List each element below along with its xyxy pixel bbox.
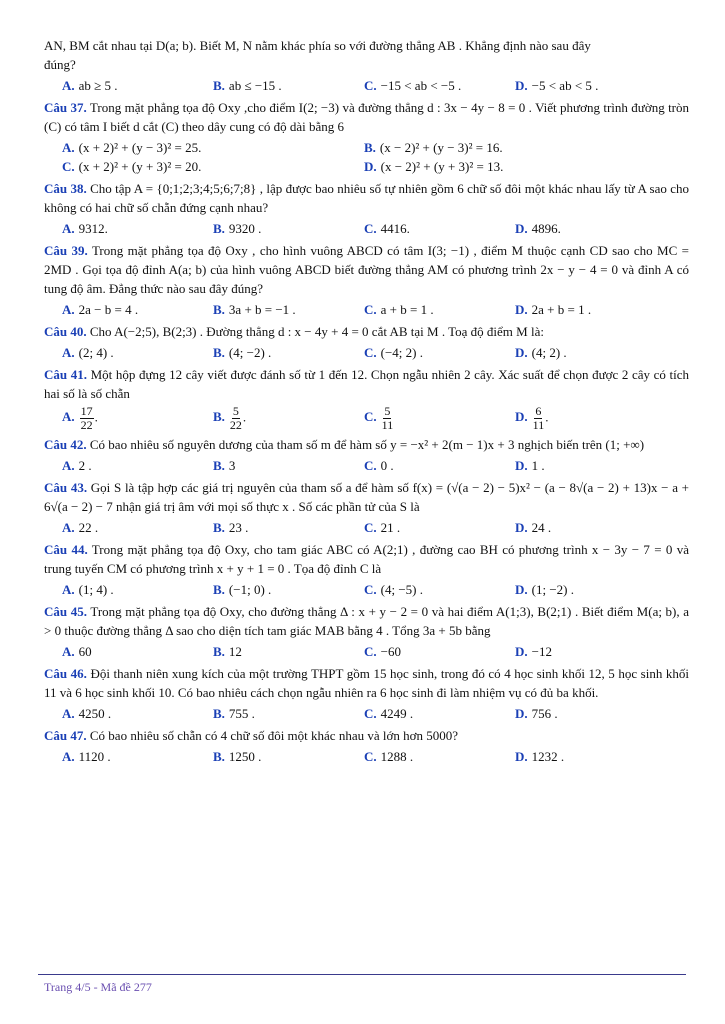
option-b[interactable]: B. 3	[213, 458, 236, 473]
exam-page	[44, 36, 689, 769]
question-41	[44, 365, 689, 403]
question-42	[44, 435, 689, 454]
option-c[interactable]: C. (−4; 2) .	[364, 345, 423, 360]
option-c[interactable]: C. (x + 2)² + (y + 3)² = 20.	[62, 159, 202, 174]
option-a[interactable]: A. 4250 .	[62, 706, 112, 721]
question-number: Câu 38.	[44, 181, 87, 196]
question-number: Câu 46.	[44, 666, 87, 681]
option-a[interactable]: A. (2; 4) .	[62, 345, 114, 360]
option-b[interactable]: B. (−1; 0) .	[213, 582, 272, 597]
question-number: Câu 37.	[44, 100, 87, 115]
question-37	[44, 98, 689, 136]
page-footer: Trang 4/5 - Mã đề 277	[44, 980, 152, 994]
fraction: $\frac{5}{11}$	[381, 404, 394, 432]
option-d[interactable]: D. 4896.	[515, 221, 561, 236]
option-c[interactable]: C. 1288 .	[364, 749, 414, 764]
option-a[interactable]: A. 2 .	[62, 458, 92, 473]
footer-divider	[38, 974, 686, 975]
question-40-options	[62, 343, 689, 362]
option-c[interactable]: C. 4249 .	[364, 706, 414, 721]
question-text: Trong mặt phẳng tọa độ Oxy, cho tam giác ABC có A(2;1) , đường cao BH có phương trình x − 3y − 7 = 0 và trung tuyến CM có phương trình x + y + 1 = 0 . Tọa độ đỉnh C là	[44, 542, 689, 576]
option-b[interactable]: B. 23 .	[213, 520, 249, 535]
question-number: Câu 45.	[44, 604, 87, 619]
question-number: Câu 40.	[44, 324, 87, 339]
option-b[interactable]: B. 9320 .	[213, 221, 262, 236]
option-b[interactable]: B. $\frac{5}{22}$ .	[213, 404, 247, 432]
option-d[interactable]: D. 24 .	[515, 520, 552, 535]
question-number: Câu 42.	[44, 437, 87, 452]
option-a[interactable]: A. 9312.	[62, 221, 108, 236]
option-b[interactable]: B. 755 .	[213, 706, 255, 721]
question-46-options	[62, 704, 689, 723]
option-c[interactable]: C. 0 .	[364, 458, 394, 473]
question-38-options	[62, 219, 689, 238]
option-a[interactable]: A. (x + 2)² + (y − 3)² = 25.	[62, 140, 202, 155]
option-d[interactable]: D. (x − 2)² + (y + 3)² = 13.	[364, 159, 504, 174]
option-d[interactable]: D. −12	[515, 644, 552, 659]
option-d[interactable]: D. 2a + b = 1 .	[515, 302, 592, 317]
option-a[interactable]: A. ab ≥ 5 .	[62, 78, 118, 93]
question-number: Câu 47.	[44, 728, 87, 743]
option-d[interactable]: D. (4; 2) .	[515, 345, 567, 360]
option-b[interactable]: B. (x − 2)² + (y − 3)² = 16.	[364, 140, 503, 155]
option-a[interactable]: A. 22 .	[62, 520, 99, 535]
question-47-options	[62, 747, 689, 766]
intro-line-1: AN, BM cắt nhau tại D(a; b). Biết M, N nằm khác phía so với đường thẳng AB . Khẳng định nào sau đây	[44, 38, 591, 53]
option-d[interactable]: D. 756 .	[515, 706, 558, 721]
question-text: Trong mặt phẳng tọa độ Oxy, cho đường thẳng Δ : x + y − 2 = 0 và hai điểm A(1;3), B(2;1) . Biết điểm M(a; b), a > 0 thuộc đường thẳng Δ sao cho diện tích tam giác MAB bằng 4 . Tổng 3a + 5b bằng	[44, 604, 689, 638]
option-d[interactable]: D. −5 < ab < 5 .	[515, 78, 599, 93]
option-d[interactable]: D. (1; −2) .	[515, 582, 574, 597]
question-45-options	[62, 642, 689, 661]
option-a[interactable]: A. (1; 4) .	[62, 582, 114, 597]
option-b[interactable]: B. ab ≤ −15 .	[213, 78, 282, 93]
question-39	[44, 241, 689, 298]
option-a[interactable]: A. 1120 .	[62, 749, 111, 764]
question-44-options	[62, 580, 689, 599]
option-c[interactable]: C. −15 < ab < −5 .	[364, 78, 462, 93]
question-text: Cho A(−2;5), B(2;3) . Đường thẳng d : x − 4y + 4 = 0 cắt AB tại M . Toạ độ điểm M là:	[89, 324, 544, 339]
option-b[interactable]: B. 3a + b = −1 .	[213, 302, 296, 317]
question-46	[44, 664, 689, 702]
question-40	[44, 322, 689, 341]
question-47	[44, 726, 689, 745]
option-a[interactable]: A. 2a − b = 4 .	[62, 302, 139, 317]
question-39-options	[62, 300, 689, 319]
question-number: Câu 39.	[44, 243, 88, 258]
option-a[interactable]: A. 60	[62, 644, 92, 659]
question-38	[44, 179, 689, 217]
option-c[interactable]: C. −60	[364, 644, 401, 659]
option-a[interactable]: A. $\frac{17}{22}$ .	[62, 404, 98, 432]
question-text: Cho tập A = {0;1;2;3;4;5;6;7;8} , lập được bao nhiêu số tự nhiên gồm 6 chữ số đôi một khác nhau lấy từ A sao cho không có hai chữ số chẵn đứng cạnh nhau?	[44, 181, 689, 215]
intro-block	[44, 36, 689, 74]
fraction: $\frac{17}{22}$	[80, 404, 93, 432]
question-number: Câu 41.	[44, 367, 87, 382]
question-text: Trong mặt phẳng tọa độ Oxy ,cho điểm I(2; −3) và đường thẳng d : 3x − 4y − 8 = 0 . Viết phương trình đường tròn (C) có tâm I biết d cắt (C) theo dây cung có độ dài bằng 6	[44, 100, 690, 134]
question-text: Có bao nhiêu số nguyên dương của tham số m để hàm số y = −x² + 2(m − 1)x + 3 nghịch biến trên (1; +∞)	[89, 437, 645, 452]
question-42-options	[62, 456, 689, 475]
option-c[interactable]: C. $\frac{5}{11}$	[364, 404, 394, 432]
option-c[interactable]: C. 4416.	[364, 221, 410, 236]
question-number: Câu 43.	[44, 480, 88, 495]
option-d[interactable]: D. 1232 .	[515, 749, 565, 764]
intro-options	[62, 76, 689, 95]
option-b[interactable]: B. 12	[213, 644, 242, 659]
option-c[interactable]: C. (4; −5) .	[364, 582, 423, 597]
question-number: Câu 44.	[44, 542, 88, 557]
question-37-options	[62, 138, 689, 176]
question-41-options	[62, 405, 689, 432]
question-text: Trong mặt phẳng tọa độ Oxy , cho hình vuông ABCD có tâm I(3; −1) , điểm M thuộc cạnh CD sao cho MC = 2MD . Gọi tọa độ đỉnh A(a; b) của hình vuông ABCD biết đường thẳng AM có phương trình 2x − y − 4 = 0 và đỉnh A có tung độ âm. Đẳng thức nào sau đây đúng?	[44, 243, 689, 296]
question-text: Có bao nhiêu số chẵn có 4 chữ số đôi một khác nhau và lớn hơn 5000?	[89, 728, 458, 743]
question-45	[44, 602, 689, 640]
fraction: $\frac{5}{22}$	[229, 404, 242, 432]
option-d[interactable]: D. $\frac{6}{11}$ .	[515, 404, 549, 432]
question-43-options	[62, 518, 689, 537]
question-text: Gọi S là tập hợp các giá trị nguyên của tham số a để hàm số f(x) = (√(a − 2) − 5)x² − (a − 8√(a − 2) + 13)x − a + 6√(a − 2) − 7 nhận giá trị âm với mọi số thực x . Số các phần tử của S là	[44, 480, 689, 514]
intro-line-2: đúng?	[44, 57, 76, 72]
option-d[interactable]: D. 1 .	[515, 458, 545, 473]
option-c[interactable]: C. 21 .	[364, 520, 401, 535]
option-b[interactable]: B. 1250 .	[213, 749, 262, 764]
question-43	[44, 478, 689, 516]
question-text: Một hộp đựng 12 cây viết được đánh số từ 1 đến 12. Chọn ngẫu nhiên 2 cây. Xác suất để chọn được 2 cây có tích hai số là số chẵn	[44, 367, 689, 401]
option-b[interactable]: B. (4; −2) .	[213, 345, 272, 360]
question-text: Đội thanh niên xung kích của một trường THPT gồm 15 học sinh, trong đó có 4 học sinh khối 12, 5 học sinh khối 11 và 6 học sinh khối 10. Có bao nhiêu cách chọn ngẫu nhiên ra 6 học sinh đi làm nhiệm vụ có đủ ba khối.	[44, 666, 690, 700]
option-c[interactable]: C. a + b = 1 .	[364, 302, 434, 317]
fraction: $\frac{6}{11}$	[532, 404, 545, 432]
question-44	[44, 540, 689, 578]
